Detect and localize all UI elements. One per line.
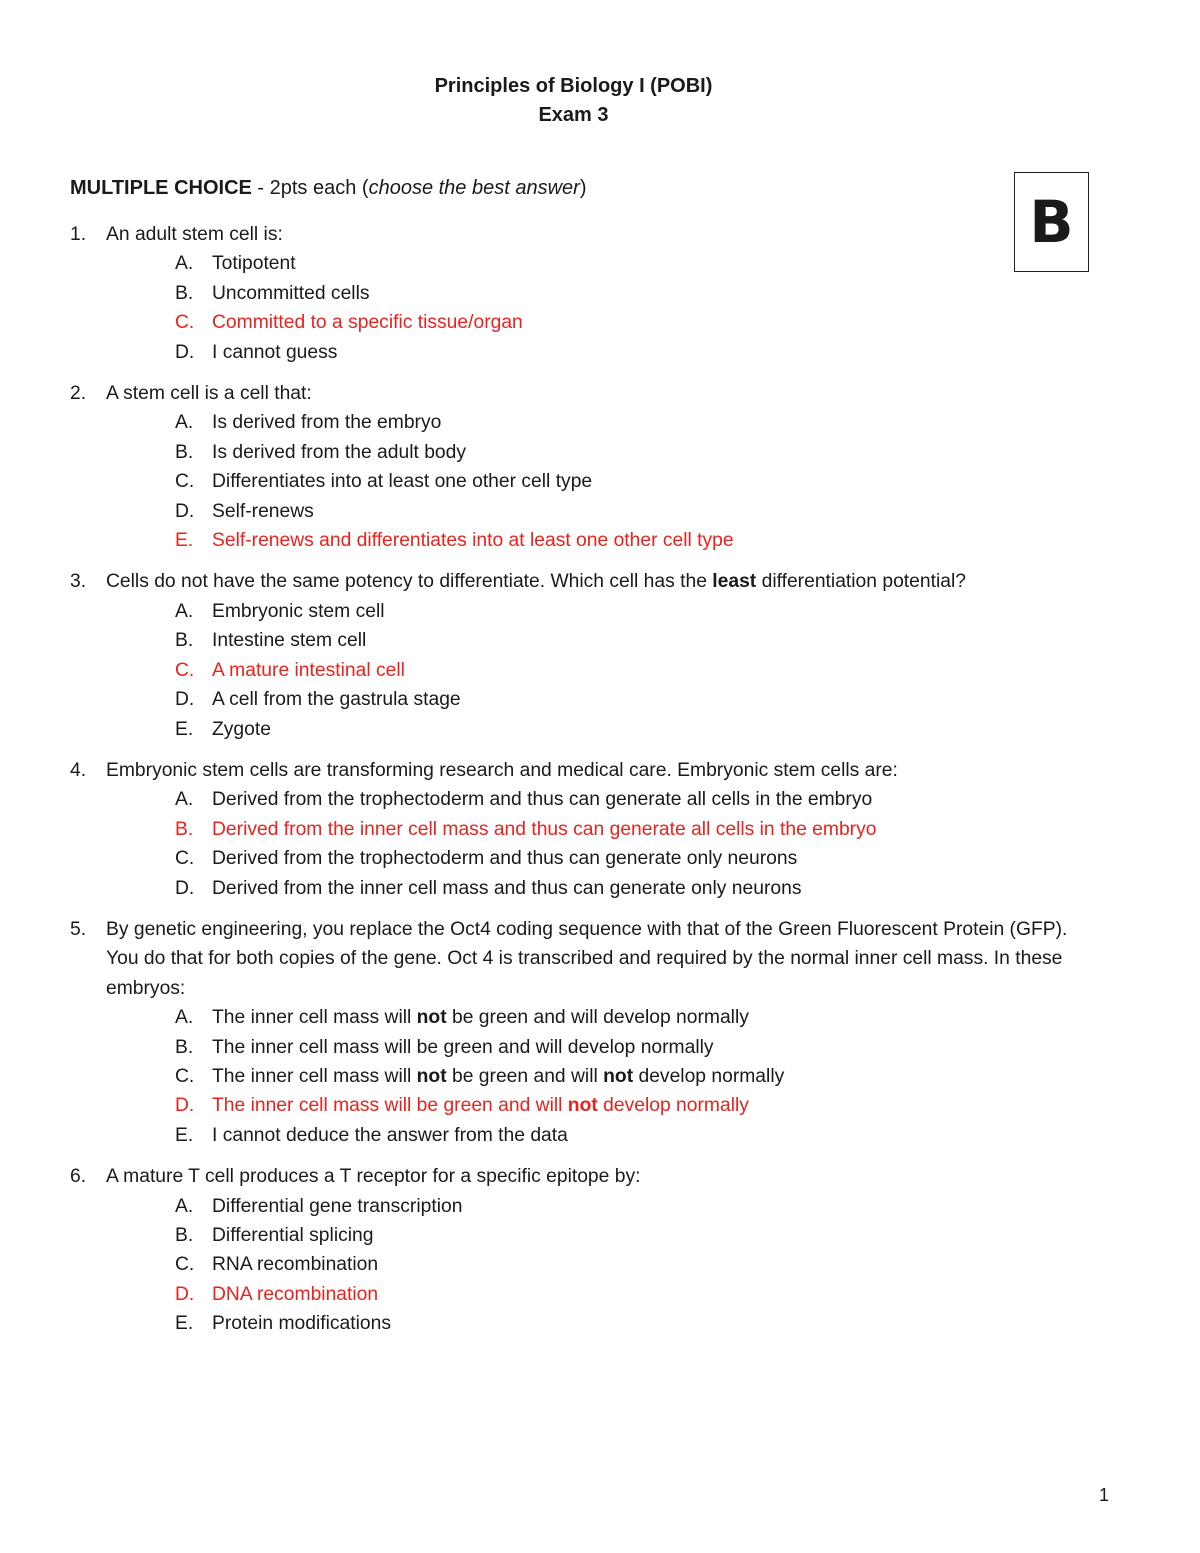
option-letter: B. [175,1036,194,1058]
option-letter: B. [175,630,194,652]
option-text-part: be green and will develop normally [446,1007,749,1029]
option-letter: B. [175,441,194,463]
option-letter: B. [175,1225,194,1246]
option-letter: D. [175,689,195,711]
option-text [212,1062,784,1091]
option-emphasis: not [416,1007,447,1029]
option-text: Differential gene transcription [212,1195,463,1217]
answer-option [70,685,1110,714]
exam-subtitle: Exam 3 [538,104,609,126]
answer-option [70,874,1110,903]
answer-option [70,1192,1110,1221]
option-text: Intestine stem cell [212,630,367,652]
option-text-part: be green and will [446,1065,604,1087]
option-text-part: The inner cell mass will [212,1007,417,1029]
page-number: 1 [1099,1485,1110,1505]
question-text: A mature T cell produces a T receptor for a specific epitope by: [106,1166,641,1188]
option-text: RNA recombination [212,1254,379,1276]
question-number: 5. [70,918,87,940]
option-letter: A. [175,253,194,275]
option-text [212,1091,749,1120]
question-number: 3. [70,571,87,593]
option-text [212,1003,749,1032]
question-6 [70,1162,1110,1338]
question-4 [70,756,1110,903]
option-letter: E. [175,718,194,740]
option-text: Differential splicing [212,1225,374,1246]
option-emphasis: not [416,1065,447,1087]
option-text: Derived from the trophectoderm and thus can generate all cells in the embryo [212,789,873,811]
option-letter: B. [175,282,194,304]
answer-option [70,1250,1110,1279]
option-letter: C. [175,1254,195,1276]
option-text-part: develop normally [597,1095,749,1117]
question-number: 1. [70,224,87,245]
question-list [70,220,1110,1351]
answer-option [70,408,1110,437]
option-letter: C. [175,848,195,870]
option-letter: C. [175,659,195,681]
answer-option [70,279,1110,308]
answer-option [70,785,1110,814]
question-text: A stem cell is a cell that: [106,383,312,405]
answer-option [70,844,1110,873]
answer-option [70,1121,1110,1150]
answer-option [70,715,1110,744]
correct-answer-option [70,656,1110,685]
section-heading [70,174,587,202]
option-text: A mature intestinal cell [212,659,405,681]
question-number: 4. [70,759,87,781]
answer-option [70,1003,1110,1032]
option-text: Derived from the inner cell mass and thus can generate all cells in the embryo [212,818,877,840]
option-letter: A. [175,1007,194,1029]
question-text [106,567,1096,596]
answer-option [70,1221,1110,1250]
question-stem [70,220,1110,249]
section-instruction: choose the best answer [368,177,580,199]
option-text: DNA recombination [212,1283,379,1305]
exam-header [0,72,1147,130]
option-letter: C. [175,471,195,493]
option-letter: E. [175,530,194,552]
option-text-part: The inner cell mass will be green and will [212,1095,568,1117]
question-text: By genetic engineering, you replace the Oct4 coding sequence with that of the Green Fluorescent Protein (GFP). You do that for both copies of the gene. Oct 4 is transcribed and required by the normal inner cell mass. In these embryos: [106,918,1068,999]
option-text: Is derived from the adult body [212,441,467,463]
option-text: Committed to a specific tissue/organ [212,312,523,334]
answer-option [70,249,1110,278]
option-text: Derived from the trophectoderm and thus can generate only neurons [212,848,798,870]
option-letter: C. [175,1065,195,1087]
option-text: Self-renews [212,500,314,522]
correct-answer-option [70,1280,1110,1309]
stem-text: Cells do not have the same potency to differentiate. Which cell has the [106,571,713,593]
stem-text: differentiation potential? [756,571,966,593]
option-text: Embryonic stem cell [212,600,385,622]
option-letter: A. [175,789,194,811]
option-letter: A. [175,1195,194,1217]
answer-option [70,1033,1110,1062]
option-letter: D. [175,1095,195,1117]
answer-option [70,1062,1110,1091]
question-text: An adult stem cell is: [106,224,283,245]
question-stem [70,567,1110,596]
option-text: The inner cell mass will be green and will develop normally [212,1036,714,1058]
option-text: Differentiates into at least one other cell type [212,471,593,493]
question-1 [70,220,1110,367]
question-number: 6. [70,1166,87,1188]
correct-answer-option [70,1091,1110,1120]
option-emphasis: not [567,1095,598,1117]
question-stem [70,1162,1110,1191]
option-letter: D. [175,341,195,363]
question-stem [70,915,1110,1003]
answer-option [70,1309,1110,1338]
option-letter: E. [175,1313,194,1335]
option-text: Uncommitted cells [212,282,370,304]
option-text: Zygote [212,718,271,740]
question-stem [70,756,1110,785]
answer-option [70,438,1110,467]
section-title: MULTIPLE CHOICE [70,177,252,199]
correct-answer-option [70,815,1110,844]
question-5 [70,915,1110,1150]
option-letter: A. [175,600,194,622]
answer-option [70,467,1110,496]
question-stem [70,379,1110,408]
option-text: Protein modifications [212,1313,391,1335]
option-text: Derived from the inner cell mass and thus can generate only neurons [212,877,802,899]
question-3 [70,567,1110,743]
question-text: Embryonic stem cells are transforming research and medical care. Embryonic stem cells are: [106,759,898,781]
question-2 [70,379,1110,555]
exam-title: Principles of Biology I (POBI) [434,75,713,97]
question-number: 2. [70,383,87,405]
correct-answer-option [70,526,1110,555]
option-text-part: The inner cell mass will [212,1065,417,1087]
answer-option [70,597,1110,626]
option-letter: A. [175,412,194,434]
option-text: Self-renews and differentiates into at least one other cell type [212,530,734,552]
option-text: Is derived from the embryo [212,412,442,434]
section-points: - 2pts each ( [251,177,369,199]
option-text: Totipotent [212,253,296,275]
option-letter: D. [175,1283,195,1305]
option-letter: D. [175,877,195,899]
exam-version-box: B [1014,172,1089,272]
section-close: ) [579,177,587,199]
option-letter: D. [175,500,195,522]
option-text: A cell from the gastrula stage [212,689,461,711]
option-letter: C. [175,312,195,334]
stem-emphasis: least [712,571,757,593]
option-text: I cannot deduce the answer from the data [212,1124,568,1146]
answer-option [70,497,1110,526]
option-emphasis: not [603,1065,634,1087]
option-letter: E. [175,1124,194,1146]
correct-answer-option [70,308,1110,337]
option-text: I cannot guess [212,341,338,363]
answer-option [70,338,1110,367]
option-letter: B. [175,818,194,840]
answer-option [70,626,1110,655]
option-text-part: develop normally [633,1065,785,1087]
